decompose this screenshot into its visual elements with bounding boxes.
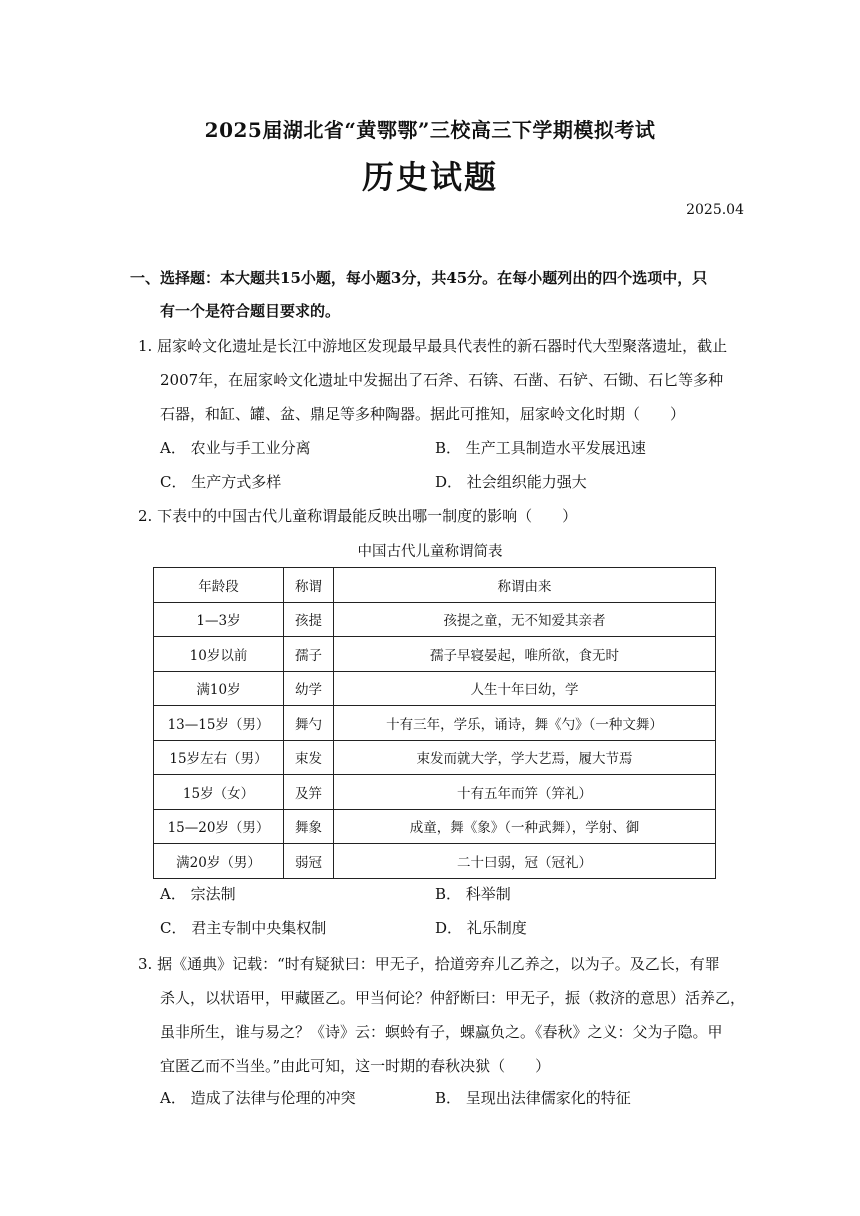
q1-option-b: B． 生产工具制造水平发展迅速 xyxy=(435,439,646,457)
q1-stem-line3: 石器，和缸、罐、盆、鼎足等多种陶器。据此可推知，屈家岭文化时期（ ） xyxy=(160,405,686,423)
q2-option-b: B． 科举制 xyxy=(435,885,511,903)
table-cell: 舞勺 xyxy=(284,706,334,741)
children-titles-table xyxy=(153,567,716,879)
table-cell: 1—3岁 xyxy=(154,602,284,637)
table-cell: 十有五年而笄（笄礼） xyxy=(334,775,716,810)
table-row xyxy=(154,775,716,810)
table-cell: 二十曰弱，冠（冠礼） xyxy=(334,844,716,879)
table-cell: 及笄 xyxy=(284,775,334,810)
table-cell: 满20岁（男） xyxy=(154,844,284,879)
q3-option-b: B． 呈现出法律儒家化的特征 xyxy=(435,1089,631,1107)
section-heading-line1: 一、选择题：本大题共15小题，每小题3分，共45分。在每小题列出的四个选项中，只 xyxy=(130,269,708,287)
table-cell: 舞象 xyxy=(284,809,334,844)
table-cell: 弱冠 xyxy=(284,844,334,879)
table-row xyxy=(154,740,716,775)
table-row xyxy=(154,706,716,741)
exam-title: 2025届湖北省“黄鄂鄂”三校高三下学期模拟考试 xyxy=(204,118,656,142)
table-cell: 人生十年曰幼，学 xyxy=(334,671,716,706)
table-cell: 幼学 xyxy=(284,671,334,706)
table-cell: 10岁以前 xyxy=(154,637,284,672)
q3-stem-line2: 杀人，以状语甲，甲藏匿乙。甲当何论？仲舒断曰：甲无子，振（救济的意思）活养乙， xyxy=(160,989,746,1007)
q2-option-a: A． 宗法制 xyxy=(160,885,236,903)
table-cell: 孺子 xyxy=(284,637,334,672)
table-cell: 束发而就大学，学大艺焉，履大节焉 xyxy=(334,740,716,775)
table-cell: 束发 xyxy=(284,740,334,775)
table-row xyxy=(154,602,716,637)
q2-option-d: D． 礼乐制度 xyxy=(435,919,527,937)
table-row xyxy=(154,671,716,706)
q1-option-a: A． 农业与手工业分离 xyxy=(160,439,311,457)
table-header-cell: 年龄段 xyxy=(154,568,284,603)
table-header-row xyxy=(154,568,716,603)
table-row xyxy=(154,844,716,879)
table-cell: 孺子早寝晏起，唯所欲，食无时 xyxy=(334,637,716,672)
q2-stem-line1: 2. 下表中的中国古代儿童称谓最能反映出哪一制度的影响（ ） xyxy=(138,507,578,525)
table-cell: 成童，舞《象》（一种武舞），学射、御 xyxy=(334,809,716,844)
table-row xyxy=(154,637,716,672)
q3-stem-line3: 虽非所生，谁与易之？《诗》云：螟蛉有子，蜾蠃负之。《春秋》之义：父为子隐。甲 xyxy=(160,1023,723,1041)
table-cell: 十有三年，学乐，诵诗，舞《勺》（一种文舞） xyxy=(334,706,716,741)
q1-option-d: D． 社会组织能力强大 xyxy=(435,473,587,491)
q1-stem-line1: 1. 屈家岭文化遗址是长江中游地区发现最早最具代表性的新石器时代大型聚落遗址，截止 xyxy=(138,337,728,355)
q3-stem-line4: 宜匿乙而不当坐。”由此可知，这一时期的春秋决狱（ ） xyxy=(160,1057,551,1075)
q3-option-a: A． 造成了法律与伦理的冲突 xyxy=(160,1089,356,1107)
table-header-cell: 称谓 xyxy=(284,568,334,603)
table-cell: 孩提之童，无不知爱其亲者 xyxy=(334,602,716,637)
table-row xyxy=(154,809,716,844)
table-cell: 15岁（女） xyxy=(154,775,284,810)
table-header-cell: 称谓由来 xyxy=(334,568,716,603)
table-cell: 15—20岁（男） xyxy=(154,809,284,844)
table-cell: 孩提 xyxy=(284,602,334,637)
q3-stem-line1: 3. 据《通典》记载：“时有疑狱曰：甲无子，拾道旁弃儿乙养之，以为子。及乙长，有罪 xyxy=(138,955,720,973)
section-heading-line2: 有一个是符合题目要求的。 xyxy=(160,302,341,320)
table-cell: 15岁左右（男） xyxy=(154,740,284,775)
q1-option-c: C． 生产方式多样 xyxy=(160,473,282,491)
subject-title: 历史试题 xyxy=(361,158,498,196)
q2-option-c: C． 君主专制中央集权制 xyxy=(160,919,327,937)
table-caption: 中国古代儿童称谓简表 xyxy=(357,544,503,560)
table-cell: 13—15岁（男） xyxy=(154,706,284,741)
exam-date: 2025.04 xyxy=(686,202,744,218)
table-cell: 满10岁 xyxy=(154,671,284,706)
q1-stem-line2: 2007年，在屈家岭文化遗址中发掘出了石斧、石锛、石凿、石铲、石锄、石匕等多种 xyxy=(160,371,724,389)
